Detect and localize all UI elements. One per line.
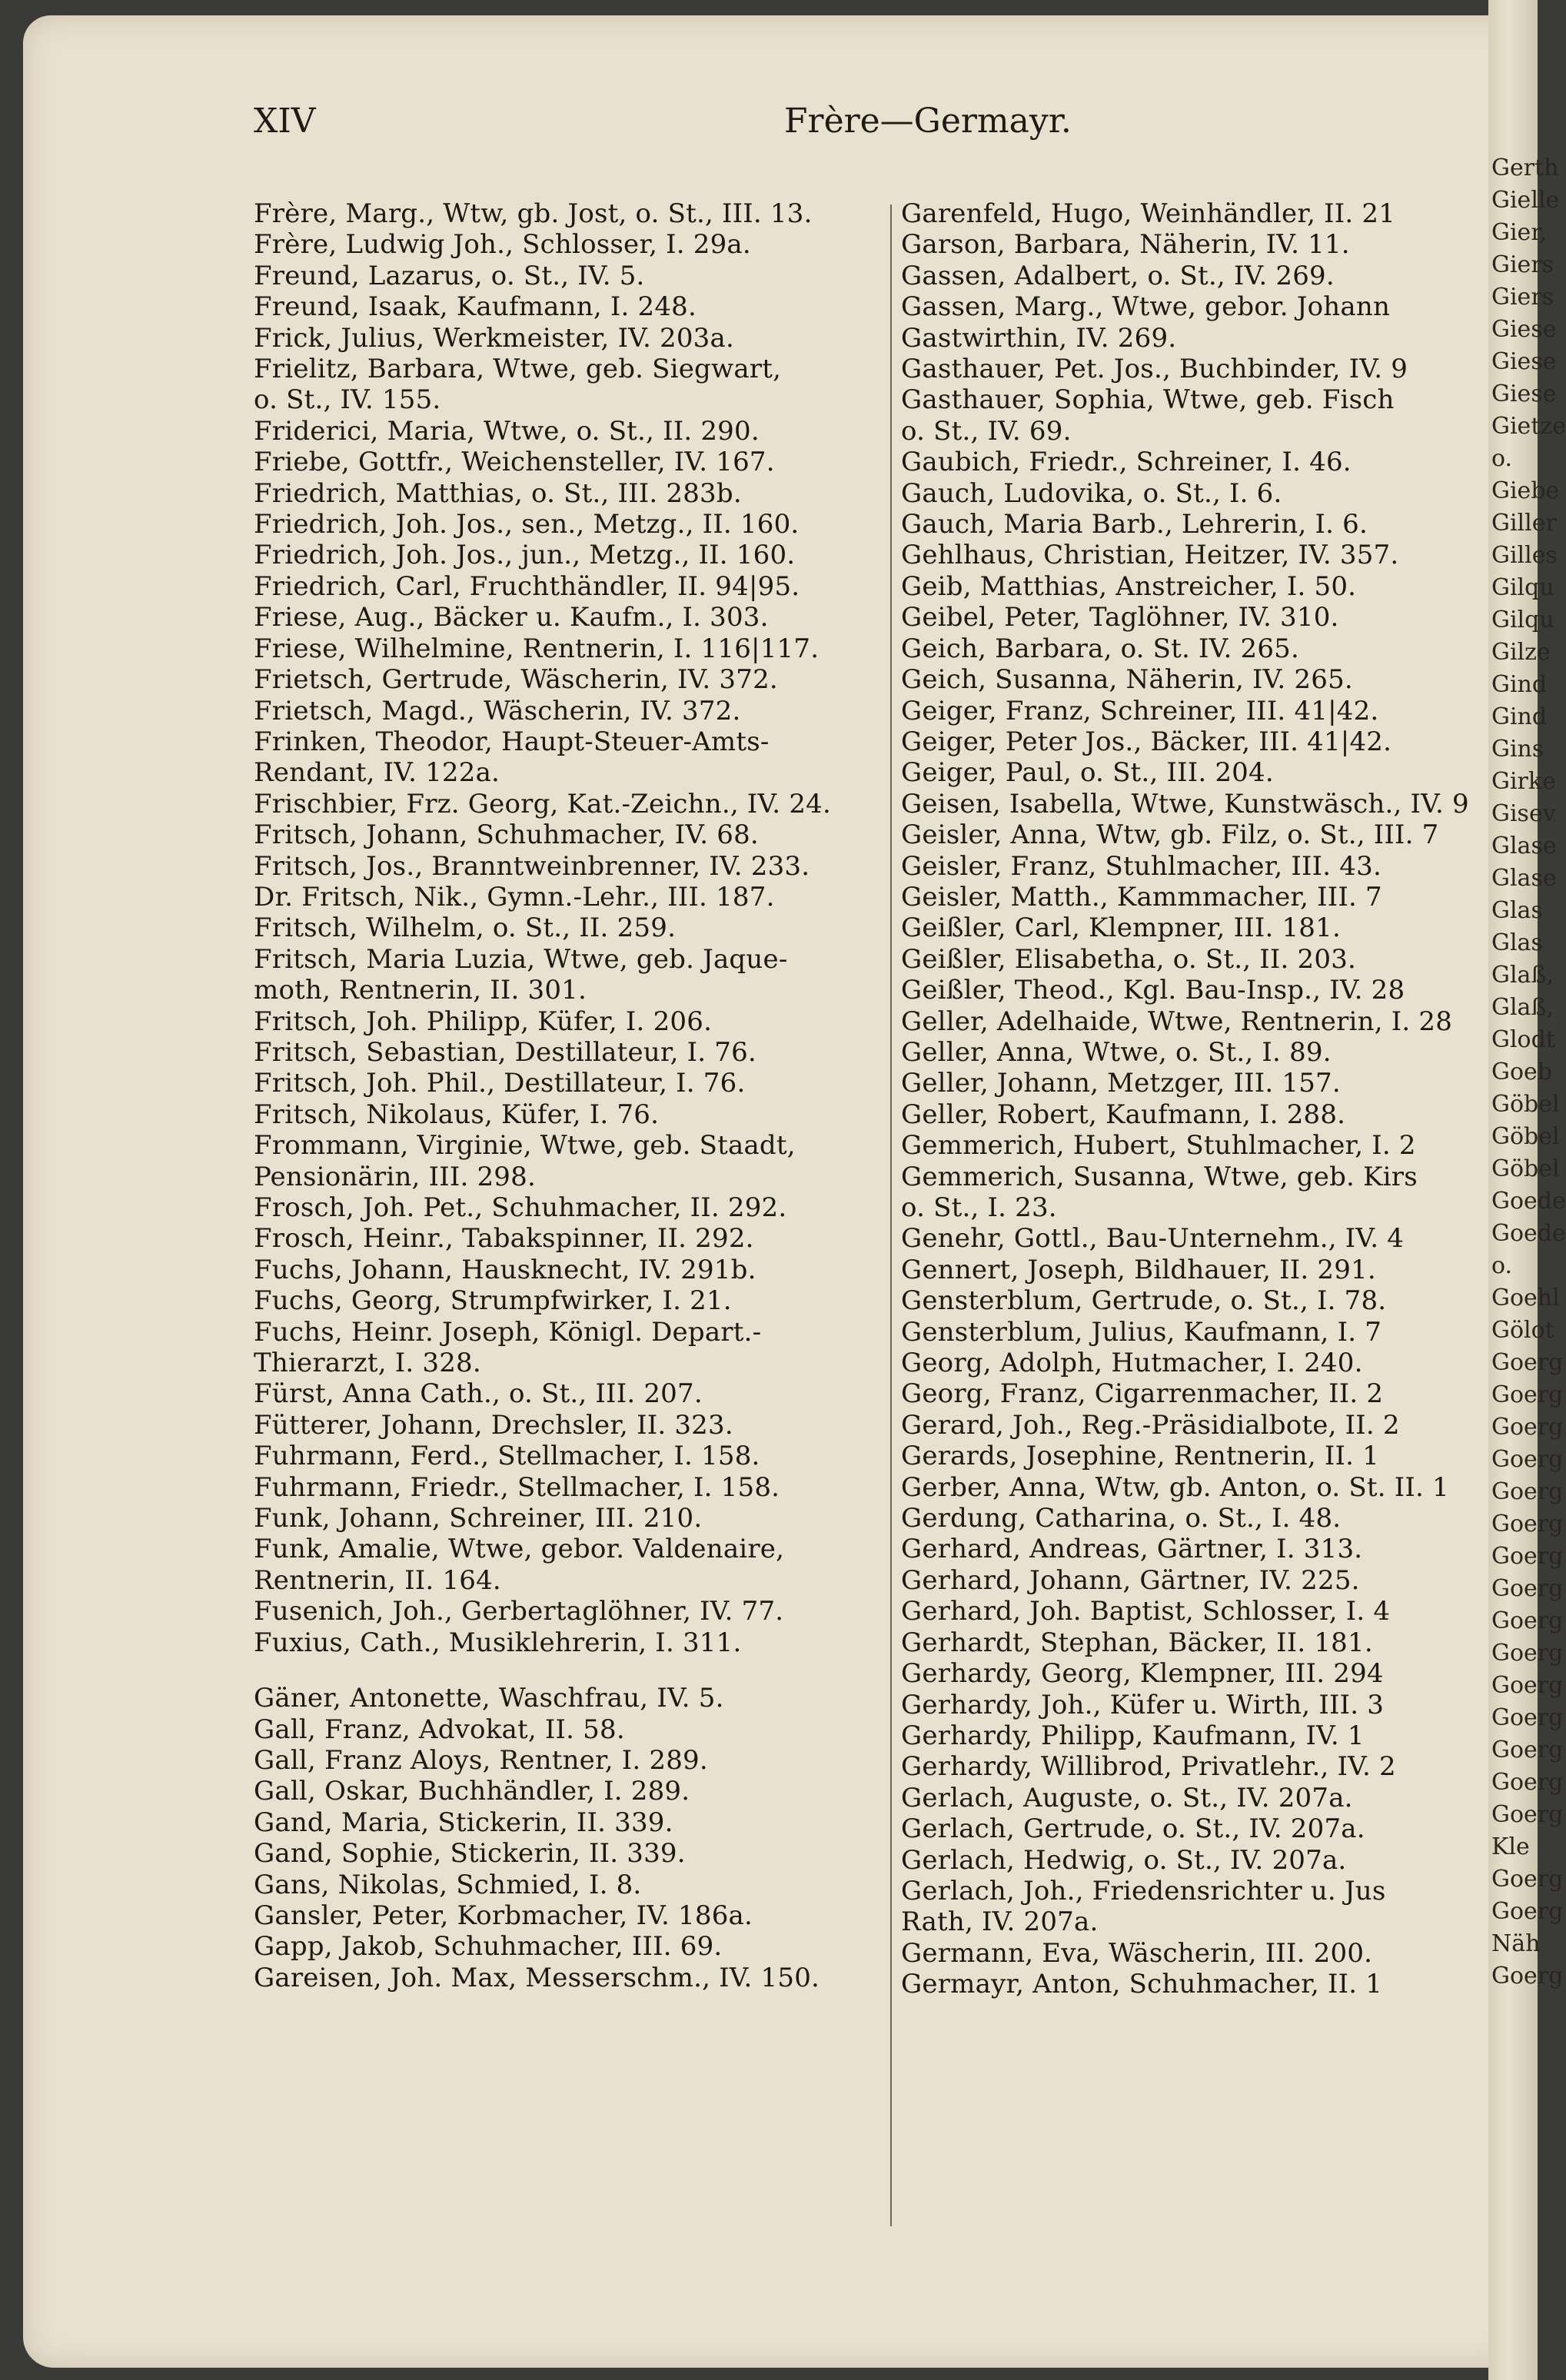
directory-entry: Geiger, Peter Jos., Bäcker, III. 41|42. xyxy=(901,726,1392,757)
directory-entry: Gauch, Ludovika, o. St., I. 6. xyxy=(901,477,1282,509)
edge-fragment: Goerg xyxy=(1491,1607,1564,1634)
directory-entry: Gerhard, Andreas, Gärtner, I. 313. xyxy=(901,1534,1363,1565)
running-title: Frère—Germayr. xyxy=(784,101,1072,141)
edge-fragment: Goerg xyxy=(1491,1801,1564,1828)
directory-entry: Fritsch, Joh. Philipp, Küfer, I. 206. xyxy=(254,1006,713,1037)
edge-fragment: Goerg xyxy=(1491,1349,1564,1376)
directory-entry: Fritsch, Jos., Branntweinbrenner, IV. 233. xyxy=(254,850,810,882)
directory-entry: Frosch, Heinr., Tabakspinner, II. 292. xyxy=(254,1223,754,1255)
directory-entry: Gäner, Antonette, Waschfrau, IV. 5. xyxy=(254,1683,724,1714)
directory-entry: Gaubich, Friedr., Schreiner, I. 46. xyxy=(901,447,1352,478)
directory-entry: Fritsch, Joh. Phil., Destillateur, I. 76. xyxy=(254,1068,746,1099)
directory-entry: Gerhard, Johann, Gärtner, IV. 225. xyxy=(901,1564,1360,1596)
directory-entry: Fuchs, Johann, Hausknecht, IV. 291b. xyxy=(254,1254,756,1285)
directory-entry: Fuhrmann, Ferd., Stellmacher, I. 158. xyxy=(254,1441,760,1472)
edge-fragment: Goerg xyxy=(1491,1478,1564,1505)
edge-fragment: Giese xyxy=(1491,316,1557,343)
edge-fragment: Girke xyxy=(1491,768,1556,795)
next-page-fragments xyxy=(1491,152,1566,1993)
directory-entry: Friese, Wilhelmine, Rentnerin, I. 116|117. xyxy=(254,633,820,664)
edge-fragment: Goerg xyxy=(1491,1575,1564,1602)
book-page xyxy=(23,15,1522,2368)
directory-entry: Frietsch, Gertrude, Wäscherin, IV. 372. xyxy=(254,664,778,696)
edge-fragment: Gins xyxy=(1491,736,1544,763)
directory-entry: moth, Rentnerin, II. 301. xyxy=(254,975,587,1006)
directory-entry: Friebe, Gottfr., Weichensteller, IV. 167. xyxy=(254,447,775,478)
directory-entry: Fütterer, Johann, Drechsler, II. 323. xyxy=(254,1409,733,1441)
edge-fragment: Gilles xyxy=(1491,542,1558,569)
directory-entry: Gans, Nikolas, Schmied, I. 8. xyxy=(254,1869,642,1900)
directory-entry: Fritsch, Johann, Schuhmacher, IV. 68. xyxy=(254,819,759,851)
directory-entry: Fuhrmann, Friedr., Stellmacher, I. 158. xyxy=(254,1471,780,1503)
directory-entry: Friese, Aug., Bäcker u. Kaufm., I. 303. xyxy=(254,602,769,633)
directory-entry: Gareisen, Joh. Max, Messerschm., IV. 150. xyxy=(254,1962,820,1993)
edge-fragment: Gilze xyxy=(1491,639,1551,666)
directory-entry: Fusenich, Joh., Gerbertaglöhner, IV. 77. xyxy=(254,1596,784,1627)
column-divider xyxy=(890,204,892,2226)
edge-fragment: Goerg xyxy=(1491,1963,1564,1989)
next-page-edge xyxy=(1488,0,1566,2380)
directory-entry: Fuxius, Cath., Musiklehrerin, I. 311. xyxy=(254,1627,742,1658)
edge-fragment: Gisev xyxy=(1491,800,1556,827)
edge-fragment: Giebe xyxy=(1491,477,1560,504)
directory-entry: Geib, Matthias, Anstreicher, I. 50. xyxy=(901,570,1357,602)
directory-entry: Friderici, Maria, Wtwe, o. St., II. 290. xyxy=(254,415,760,447)
edge-fragment: o. xyxy=(1491,445,1513,472)
directory-entry: Rendant, IV. 122a. xyxy=(254,757,500,789)
directory-entry: Gerard, Joh., Reg.-Präsidialbote, II. 2 xyxy=(901,1409,1400,1441)
edge-fragment: Goerg xyxy=(1491,1866,1564,1893)
directory-entry: Geibel, Peter, Taglöhner, IV. 310. xyxy=(901,602,1339,633)
edge-fragment: Glaß, xyxy=(1491,994,1554,1021)
edge-fragment: Giers xyxy=(1491,284,1554,311)
directory-entry: Frischbier, Frz. Georg, Kat.-Zeichn., IV. 24. xyxy=(254,788,831,819)
edge-fragment: Giese xyxy=(1491,348,1557,375)
directory-entry: Geisler, Matth., Kammmacher, III. 7 xyxy=(901,881,1382,912)
edge-fragment: Näh xyxy=(1491,1930,1541,1957)
directory-entry: Rath, IV. 207a. xyxy=(901,1906,1099,1938)
directory-entry: Gerber, Anna, Wtw, gb. Anton, o. St. II. 1 xyxy=(901,1471,1449,1503)
edge-fragment: Göbel xyxy=(1491,1155,1560,1182)
directory-entry: Gansler, Peter, Korbmacher, IV. 186a. xyxy=(254,1900,753,1931)
directory-entry: Geller, Adelhaide, Wtwe, Rentnerin, I. 28 xyxy=(901,1006,1453,1037)
directory-entry: Gerhardy, Joh., Küfer u. Wirth, III. 3 xyxy=(901,1689,1385,1720)
edge-fragment: Glas xyxy=(1491,897,1543,924)
edge-fragment: Goerg xyxy=(1491,1414,1564,1441)
edge-fragment: Glodt xyxy=(1491,1026,1555,1053)
directory-entry: Fritsch, Wilhelm, o. St., II. 259. xyxy=(254,912,677,944)
edge-fragment: Goerg xyxy=(1491,1511,1564,1537)
edge-fragment: Gielle xyxy=(1491,187,1560,214)
directory-entry: Garson, Barbara, Näherin, IV. 11. xyxy=(901,229,1350,261)
edge-fragment: Goerg xyxy=(1491,1446,1564,1473)
directory-entry: Gerhardt, Stephan, Bäcker, II. 181. xyxy=(901,1627,1373,1658)
edge-fragment: Gilqu xyxy=(1491,607,1554,633)
directory-entry: Friedrich, Joh. Jos., jun., Metzg., II. 160. xyxy=(254,540,796,571)
directory-entry: Gassen, Adalbert, o. St., IV. 269. xyxy=(901,260,1335,291)
directory-entry: Gastwirthin, IV. 269. xyxy=(901,322,1177,354)
directory-entry: o. St., IV. 69. xyxy=(901,415,1072,447)
directory-entry: Funk, Amalie, Wtwe, gebor. Valdenaire, xyxy=(254,1534,785,1565)
directory-entry: Gapp, Jakob, Schuhmacher, III. 69. xyxy=(254,1931,723,1963)
directory-entry: Geißler, Elisabetha, o. St., II. 203. xyxy=(901,943,1357,975)
directory-entry: Fuchs, Heinr. Joseph, Königl. Depart.- xyxy=(254,1316,762,1348)
edge-fragment: Kle xyxy=(1491,1833,1530,1860)
directory-entry: Gerlach, Gertrude, o. St., IV. 207a. xyxy=(901,1813,1365,1845)
edge-fragment: Goehl xyxy=(1491,1285,1560,1311)
directory-entry: Frielitz, Barbara, Wtwe, geb. Siegwart, xyxy=(254,354,782,385)
edge-fragment: Gier, xyxy=(1491,219,1547,246)
edge-fragment: Göbel xyxy=(1491,1091,1560,1118)
directory-entry: Gauch, Maria Barb., Lehrerin, I. 6. xyxy=(901,509,1368,540)
directory-entry: Geiger, Franz, Schreiner, III. 41|42. xyxy=(901,695,1379,726)
directory-entry: Dr. Fritsch, Nik., Gymn.-Lehr., III. 187. xyxy=(254,881,775,912)
edge-fragment: Gerth xyxy=(1491,155,1559,181)
directory-entry: Gerlach, Auguste, o. St., IV. 207a. xyxy=(901,1782,1353,1813)
edge-fragment: Goerg xyxy=(1491,1737,1564,1763)
directory-entry: Gassen, Marg., Wtwe, gebor. Johann xyxy=(901,291,1391,323)
directory-entry: Gerdung, Catharina, o. St., I. 48. xyxy=(901,1503,1342,1534)
directory-entry: Germayr, Anton, Schuhmacher, II. 1 xyxy=(901,1969,1383,2000)
edge-fragment: Goerg xyxy=(1491,1543,1564,1570)
edge-fragment: Goeb xyxy=(1491,1059,1552,1085)
directory-entry: Geißler, Carl, Klempner, III. 181. xyxy=(901,912,1341,944)
edge-fragment: Goerg xyxy=(1491,1381,1564,1408)
directory-entry: Geißler, Theod., Kgl. Bau-Insp., IV. 28 xyxy=(901,975,1405,1006)
page-number: XIV xyxy=(254,101,316,141)
edge-fragment: Gind xyxy=(1491,671,1548,698)
edge-fragment: Glas xyxy=(1491,929,1543,956)
directory-entry: Funk, Johann, Schreiner, III. 210. xyxy=(254,1503,703,1534)
directory-entry: o. St., I. 23. xyxy=(901,1192,1057,1223)
edge-fragment: Gölot xyxy=(1491,1317,1554,1344)
directory-entry: Gasthauer, Pet. Jos., Buchbinder, IV. 9 xyxy=(901,354,1408,385)
directory-entry: Fritsch, Maria Luzia, Wtwe, geb. Jaque- xyxy=(254,943,788,975)
directory-column-left xyxy=(254,198,875,1993)
edge-fragment: Goerg xyxy=(1491,1769,1564,1796)
directory-entry: Gerhardy, Philipp, Kaufmann, IV. 1 xyxy=(901,1720,1365,1751)
edge-fragment: Göbel xyxy=(1491,1123,1560,1150)
edge-fragment: Giller xyxy=(1491,510,1557,537)
directory-entry: Geisler, Franz, Stuhlmacher, III. 43. xyxy=(901,850,1381,882)
directory-entry: Freund, Lazarus, o. St., IV. 5. xyxy=(254,260,645,291)
directory-entry: Gand, Maria, Stickerin, II. 339. xyxy=(254,1807,673,1838)
directory-entry: Germann, Eva, Wäscherin, III. 200. xyxy=(901,1937,1373,1969)
directory-entry: Gerlach, Hedwig, o. St., IV. 207a. xyxy=(901,1844,1347,1876)
directory-entry: Gall, Oskar, Buchhändler, I. 289. xyxy=(254,1776,690,1807)
directory-entry: Gerlach, Joh., Friedensrichter u. Jus xyxy=(901,1875,1386,1906)
directory-entry: Gemmerich, Hubert, Stuhlmacher, I. 2 xyxy=(901,1130,1416,1162)
directory-entry: Gand, Sophie, Stickerin, II. 339. xyxy=(254,1838,686,1870)
edge-fragment: Goerg xyxy=(1491,1898,1564,1925)
edge-fragment: Gilqu xyxy=(1491,574,1554,601)
directory-entry: Fritsch, Sebastian, Destillateur, I. 76. xyxy=(254,1036,756,1068)
directory-entry: Gall, Franz, Advokat, II. 58. xyxy=(254,1714,625,1745)
directory-entry: Friedrich, Matthias, o. St., III. 283b. xyxy=(254,477,742,509)
directory-entry: Friedrich, Carl, Fruchthändler, II. 94|95. xyxy=(254,570,800,602)
directory-entry: Fritsch, Nikolaus, Küfer, I. 76. xyxy=(254,1099,660,1130)
edge-fragment: Giers xyxy=(1491,251,1554,278)
edge-fragment: Glase xyxy=(1491,865,1557,892)
directory-entry: Genehr, Gottl., Bau-Unternehm., IV. 4 xyxy=(901,1223,1405,1255)
directory-entry: Friedrich, Joh. Jos., sen., Metzg., II. 160. xyxy=(254,509,800,540)
directory-entry: Fürst, Anna Cath., o. St., III. 207. xyxy=(254,1378,703,1410)
directory-entry: Georg, Adolph, Hutmacher, I. 240. xyxy=(901,1348,1363,1379)
directory-entry: Geisen, Isabella, Wtwe, Kunstwäsch., IV. 9 xyxy=(901,788,1469,819)
edge-fragment: o. xyxy=(1491,1252,1513,1279)
directory-entry: Geisler, Anna, Wtw, gb. Filz, o. St., III. 7 xyxy=(901,819,1439,851)
directory-entry: o. St., IV. 155. xyxy=(254,384,441,416)
directory-entry: Frick, Julius, Werkmeister, IV. 203a. xyxy=(254,322,734,354)
directory-entry: Geller, Anna, Wtwe, o. St., I. 89. xyxy=(901,1036,1332,1068)
directory-column-right xyxy=(901,198,1516,2000)
edge-fragment: Goede xyxy=(1491,1220,1566,1247)
directory-entry: Gasthauer, Sophia, Wtwe, geb. Fisch xyxy=(901,384,1395,416)
edge-fragment: Glaß, xyxy=(1491,962,1554,989)
directory-entry: Gall, Franz Aloys, Rentner, I. 289. xyxy=(254,1744,708,1776)
directory-entry: Gensterblum, Gertrude, o. St., I. 78. xyxy=(901,1285,1387,1317)
edge-fragment: Glase xyxy=(1491,833,1557,859)
edge-fragment: Giese xyxy=(1491,381,1557,407)
edge-fragment: Goerg xyxy=(1491,1704,1564,1731)
directory-entry: Gerhardy, Georg, Klempner, III. 294 xyxy=(901,1658,1384,1690)
directory-entry: Gemmerich, Susanna, Wtwe, geb. Kirs xyxy=(901,1161,1418,1192)
directory-entry: Frère, Ludwig Joh., Schlosser, I. 29a. xyxy=(254,229,751,261)
directory-entry: Gerhardy, Willibrod, Privatlehr., IV. 2 xyxy=(901,1751,1396,1783)
edge-fragment: Goede xyxy=(1491,1188,1566,1215)
edge-fragment: Goerg xyxy=(1491,1640,1564,1667)
page-header xyxy=(254,101,1345,148)
edge-fragment: Goerg xyxy=(1491,1672,1564,1699)
edge-fragment: Gietze xyxy=(1491,413,1566,440)
directory-entry: Gennert, Joseph, Bildhauer, II. 291. xyxy=(901,1254,1376,1285)
directory-entry: Geich, Barbara, o. St. IV. 265. xyxy=(901,633,1300,664)
directory-entry: Pensionärin, III. 298. xyxy=(254,1161,536,1192)
directory-entry: Frinken, Theodor, Haupt-Steuer-Amts- xyxy=(254,726,770,757)
directory-entry: Rentnerin, II. 164. xyxy=(254,1564,501,1596)
directory-entry: Frietsch, Magd., Wäscherin, IV. 372. xyxy=(254,695,741,726)
directory-entry: Gehlhaus, Christian, Heitzer, IV. 357. xyxy=(901,540,1399,571)
directory-entry: Thierarzt, I. 328. xyxy=(254,1348,481,1379)
directory-entry: Freund, Isaak, Kaufmann, I. 248. xyxy=(254,291,697,323)
directory-entry: Gerhard, Joh. Baptist, Schlosser, I. 4 xyxy=(901,1596,1391,1627)
directory-entry: Geller, Johann, Metzger, III. 157. xyxy=(901,1068,1341,1099)
edge-fragment: Gind xyxy=(1491,703,1548,730)
directory-entry: Georg, Franz, Cigarrenmacher, II. 2 xyxy=(901,1378,1384,1410)
directory-entry: Geiger, Paul, o. St., III. 204. xyxy=(901,757,1274,789)
directory-entry: Geich, Susanna, Näherin, IV. 265. xyxy=(901,664,1353,696)
directory-entry: Frère, Marg., Wtw, gb. Jost, o. St., III. 13. xyxy=(254,198,813,229)
directory-entry: Fuchs, Georg, Strumpfwirker, I. 21. xyxy=(254,1285,732,1317)
directory-entry: Frommann, Virginie, Wtwe, geb. Staadt, xyxy=(254,1130,796,1162)
directory-entry: Garenfeld, Hugo, Weinhändler, II. 21 xyxy=(901,198,1396,229)
directory-entry: Gensterblum, Julius, Kaufmann, I. 7 xyxy=(901,1316,1382,1348)
directory-entry: Frosch, Joh. Pet., Schuhmacher, II. 292. xyxy=(254,1192,787,1223)
directory-entry: Gerards, Josephine, Rentnerin, II. 1 xyxy=(901,1441,1379,1472)
directory-entry: Geller, Robert, Kaufmann, I. 288. xyxy=(901,1099,1346,1130)
